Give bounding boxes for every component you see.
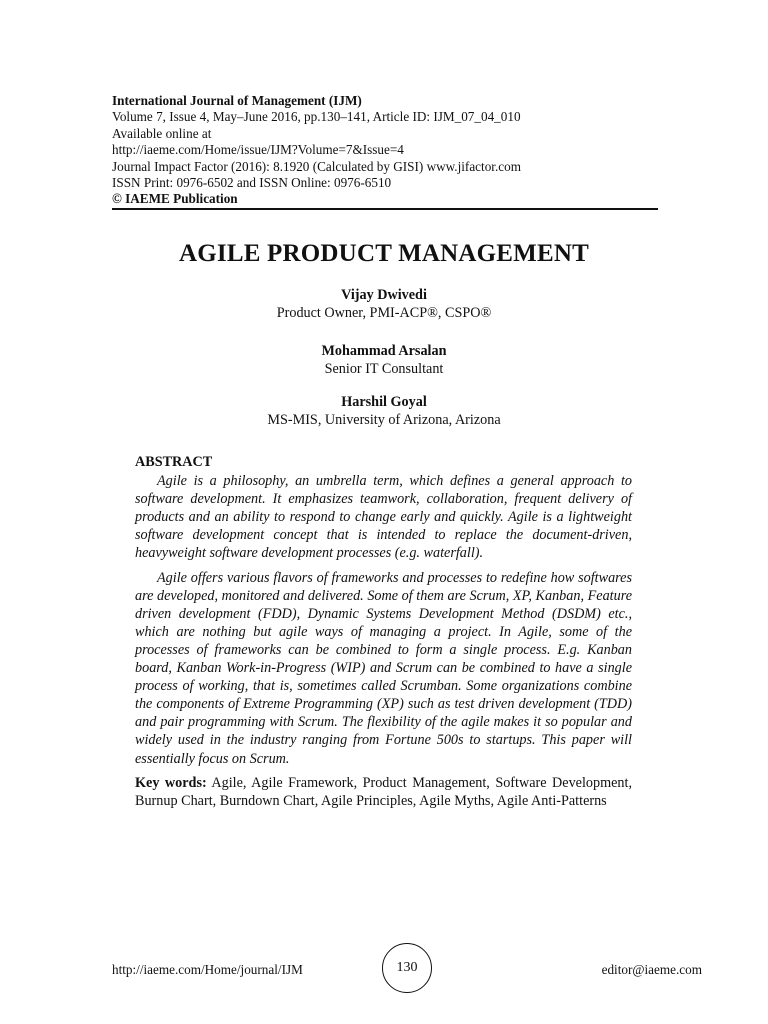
available-line: Available online at	[112, 125, 212, 141]
impact-factor-line: Journal Impact Factor (2016): 8.1920 (Calculated by GISI) www.jifactor.com	[112, 158, 521, 174]
author-name: Mohammad Arsalan	[321, 343, 447, 359]
footer-email[interactable]: editor@iaeme.com	[601, 962, 702, 977]
page-number: 130	[382, 943, 432, 993]
journal-title: International Journal of Management (IJM)	[112, 93, 362, 108]
volume-line: Volume 7, Issue 4, May–June 2016, pp.130–141, Article ID: IJM_07_04_010	[112, 109, 521, 125]
publisher-line: © IAEME Publication	[112, 191, 238, 207]
author-block	[0, 393, 768, 429]
issn-line: ISSN Print: 0976-6502 and ISSN Online: 0976-6510	[112, 175, 392, 191]
keywords	[135, 774, 632, 810]
author-affiliation: MS-MIS, University of Arizona, Arizona	[267, 412, 501, 428]
journal-header	[112, 93, 658, 208]
abstract-paragraph: Agile offers various flavors of frameworks and processes to redefine how softwares are developed, monitored and delivered. Some of them are Scrum, XP, Kanban, Feature driven development (FDD), Dynamic Systems Development Method (DSDM) etc., which are nothing but agile ways of managing a project. In Agile, some of the processes of frameworks can be combined to form a single process. E.g. Kanban board, Kanban Work-in-Progress (WIP) and Scrum can be combined to have a single process of working, that is, sometimes called Scrumban. Some organizations combine the components of Extreme Programming (XP) such as test driven development (TDD) and pair programming with Scrum. The flexibility of the agile makes it so popular and widely used in the industry ranging from Fortune 500s to startups. This paper will essentially focus on Scrum.	[135, 569, 632, 767]
author-block	[0, 286, 768, 322]
footer-journal-url[interactable]: http://iaeme.com/Home/journal/IJM	[112, 962, 303, 977]
abstract-heading: ABSTRACT	[135, 454, 213, 470]
header-divider	[112, 208, 658, 210]
page-footer	[112, 943, 702, 995]
author-name: Vijay Dwivedi	[341, 287, 427, 303]
abstract-section	[135, 453, 632, 810]
author-affiliation: Senior IT Consultant	[324, 361, 444, 377]
author-name: Harshil Goyal	[341, 394, 427, 410]
author-affiliation: Product Owner, PMI-ACP®, CSPO®	[276, 305, 492, 321]
paper-title: AGILE PRODUCT MANAGEMENT	[179, 240, 589, 267]
author-block	[0, 342, 768, 378]
issue-url[interactable]: http://iaeme.com/Home/issue/IJM?Volume=7&Issue=4	[112, 142, 404, 158]
keywords-text: Agile, Agile Framework, Product Management, Software Development, Burnup Chart, Burndown Chart, Agile Principles, Agile Myths, Agile Anti-Patterns	[135, 774, 632, 809]
abstract-paragraph: Agile is a philosophy, an umbrella term, which defines a general approach to software development. It emphasizes teamwork, collaboration, frequent delivery of products and an ability to respond to change early and quickly. Agile is a lightweight software development concept that is intended to replace the document-driven, heavyweight software development processes (e.g. waterfall).	[135, 473, 632, 562]
keywords-label: Key words:	[135, 774, 207, 791]
